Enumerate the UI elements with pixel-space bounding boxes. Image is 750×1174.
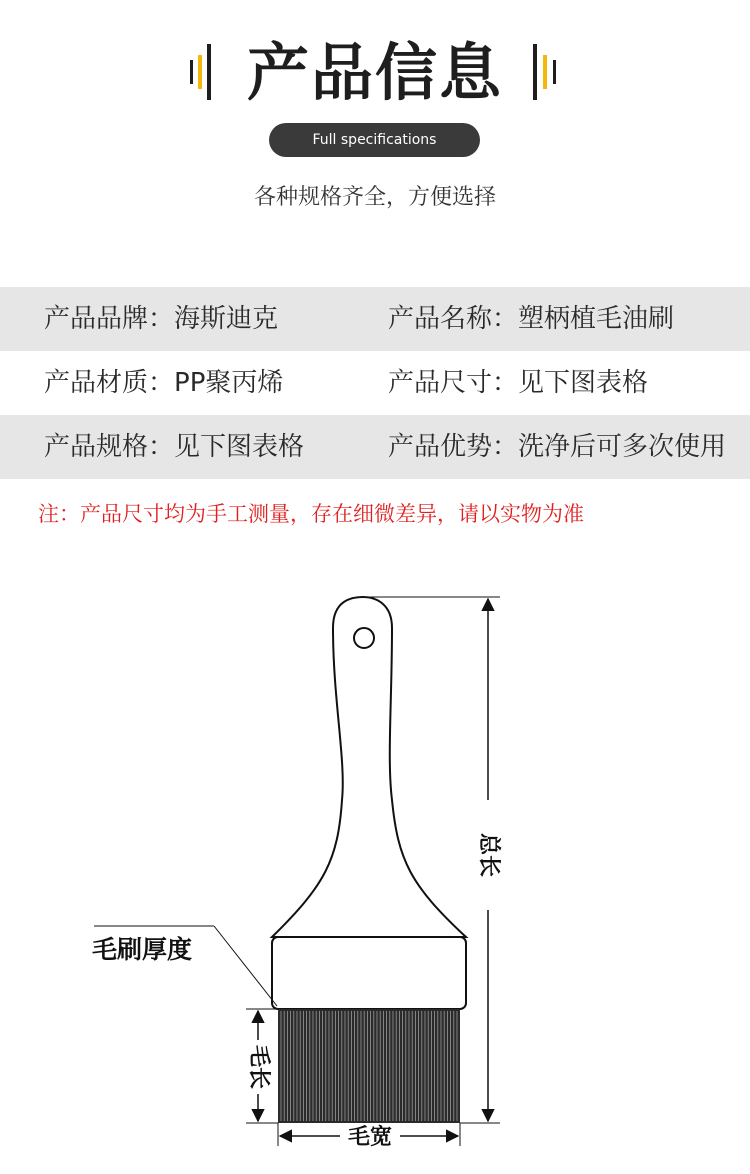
hang-hole [354,628,374,648]
deco-bar-thick-right [533,44,537,100]
spec-value: 见下图表格 [518,368,649,398]
title-decoration-right [533,44,563,100]
brush-diagram [0,560,750,1174]
specs-badge: Full specifications [269,123,480,157]
bristle-width-label: 毛宽 [347,1125,393,1150]
spec-value: 海斯迪克 [174,304,279,334]
page-title: 产品信息 [246,36,503,109]
total-length-label: 总长 [476,832,501,878]
spec-colon: ： [492,304,519,334]
spec-row-3 [0,415,750,479]
bristles [278,1009,460,1123]
spec-colon: ： [492,368,519,398]
spec-value: PP聚丙烯 [174,368,284,398]
spec-cell-spec [44,415,304,479]
thickness-label: 毛刷厚度 [92,935,193,964]
brush-head [272,937,466,1009]
spec-cell-size [388,351,648,415]
measurement-note: 注：产品尺寸均为手工测量，存在细微差异，请以实物为准 [38,502,584,526]
spec-label: 产品名称 [388,304,493,334]
thickness-leader-diag [214,926,277,1006]
spec-label: 产品优势 [388,432,493,462]
spec-label: 产品规格 [44,432,149,462]
bristle-length-label: 毛长 [246,1044,271,1090]
spec-colon: ： [492,432,519,462]
deco-bar-thin-right [553,60,556,84]
spec-label: 产品材质 [44,368,149,398]
spec-cell-material [44,351,283,415]
spec-cell-advantage [388,415,726,479]
spec-value: 洗净后可多次使用 [518,432,727,462]
spec-cell-brand [44,287,278,351]
spec-value: 见下图表格 [174,432,305,462]
spec-cell-name [388,287,674,351]
spec-colon: ： [148,304,175,334]
deco-bar-yellow-right [543,55,547,89]
spec-colon: ： [148,368,175,398]
spec-row-1 [0,287,750,351]
subtitle: 各种规格齐全，方便选择 [253,185,496,210]
spec-row-2 [0,351,750,415]
spec-colon: ： [148,432,175,462]
spec-label: 产品尺寸 [388,368,493,398]
spec-label: 产品品牌 [44,304,149,334]
spec-value: 塑柄植毛油刷 [518,304,675,334]
brush-handle [272,597,466,937]
